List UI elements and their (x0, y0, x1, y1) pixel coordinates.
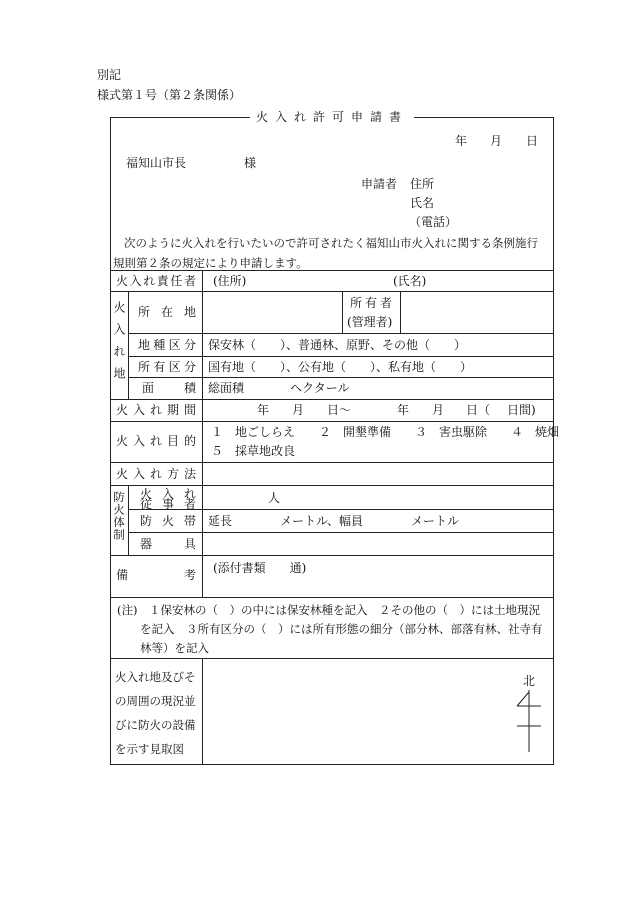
map-label-line-3: びに防火の設備 (115, 718, 196, 732)
owner-label: 所有者 (350, 296, 396, 310)
period-month-1: 月 (292, 403, 305, 417)
responsible-label: 火 入 れ 責 任 者 (116, 274, 196, 288)
rule (128, 291, 129, 399)
rule (128, 377, 554, 378)
date-month: 月 (490, 134, 503, 148)
period-label: 火 入 れ 期 間 (116, 403, 196, 417)
name-label: 氏名 (410, 196, 435, 210)
rule (128, 333, 554, 334)
rule (110, 291, 554, 292)
period-days: 日間) (507, 403, 536, 417)
rule (202, 270, 203, 597)
remarks-value: (添付書類 通) (213, 561, 307, 575)
form-number-label: 様式第１号（第２条関係） (97, 88, 242, 102)
form-title: 火入れ許可申請書 (250, 110, 414, 124)
form-title-wrap (110, 110, 554, 124)
area-unit: ヘクタール (290, 381, 350, 395)
responsible-name: (氏名) (393, 274, 427, 288)
note-line-3: 林等）を記入 (140, 641, 209, 655)
rule (110, 597, 554, 598)
map-label-line-2: の周囲の現況並 (115, 694, 196, 708)
applicant-label: 申請者 (361, 177, 398, 191)
map-label-line-4: を示す見取図 (115, 742, 184, 756)
remarks-label: 備 考 (116, 568, 196, 582)
rule (110, 270, 554, 271)
purpose-line-1: １ 地ごしらえ ２ 開墾準備 ３ 害虫駆除 ４ 焼畑 (211, 425, 560, 439)
rule (110, 555, 554, 556)
purpose-label: 火 入 れ 目 的 (116, 434, 196, 448)
rule (110, 462, 554, 463)
land-group-label-text: 火入れ地 (112, 301, 126, 389)
phone-label: （電話） (409, 215, 458, 229)
area-value-label: 総面積 (208, 381, 245, 395)
attachment-label: 別記 (97, 68, 122, 82)
responsible-address: (住所) (213, 274, 247, 288)
map-label-line-1: 火入れ地及びそ (115, 670, 196, 684)
honorific: 様 (244, 156, 257, 170)
workers-label-line-1: 火 入 れ (140, 487, 196, 501)
land-type-label: 地 種 区 分 (138, 338, 196, 352)
rule (110, 485, 554, 486)
land-type-value: 保安林（ ）、普通林、原野、その他（ ） (208, 338, 467, 352)
addressee: 福知山市長 (126, 156, 187, 170)
north-label: 北 (523, 674, 536, 688)
land-group-label (112, 301, 126, 389)
rule (110, 421, 554, 422)
period-month-2: 月 (432, 403, 445, 417)
rule (202, 658, 203, 765)
method-label: 火 入 れ 方 法 (116, 467, 196, 481)
fire-group-label-text: 防火体制 (112, 491, 126, 541)
firebreak-label: 防 火 帯 (140, 514, 196, 528)
owner-sub-label: (管理者) (347, 315, 393, 329)
note-line-2: を記入 ３所有区分の（ ）には所有形態の細分（部分林、部落有林、社寺有 (140, 622, 543, 636)
ownership-value: 国有地（ ）、公有地（ ）、私有地（ ） (208, 360, 473, 374)
area-label: 面 積 (142, 381, 196, 395)
rule (128, 356, 554, 357)
fire-group-label (112, 491, 126, 549)
rule (110, 658, 554, 659)
rule (128, 485, 129, 555)
firebreak-value: 延長 メートル、幅員 メートル (208, 514, 460, 528)
period-year-2: 年 (397, 403, 410, 417)
date-day: 日 (526, 134, 539, 148)
ownership-label: 所 有 区 分 (138, 360, 196, 374)
equipment-label: 器 具 (140, 537, 196, 551)
period-day-2: 日（ (466, 403, 491, 417)
body-line-1: 次のように火入れを行いたいので許可されたく福知山市火入れに関する条例施行 (124, 236, 538, 250)
location-label: 所 在 地 (138, 305, 196, 319)
period-day-1: 日〜 (327, 403, 352, 417)
date-year: 年 (455, 134, 468, 148)
period-year-1: 年 (257, 403, 270, 417)
north-arrow-icon (512, 688, 546, 754)
rule (342, 291, 343, 333)
rule (128, 532, 554, 533)
address-label: 住所 (410, 177, 435, 191)
purpose-line-2: ５ 採草地改良 (211, 444, 296, 458)
workers-label-line-2: 従 事 者 (140, 497, 196, 511)
rule (400, 291, 401, 333)
note-line-1: (注) １保安林の（ ）の中には保安林種を記入 ２その他の（ ）には土地現況 (117, 603, 540, 617)
body-line-2: 規則第２条の規定により申請します。 (113, 256, 308, 270)
workers-unit: 人 (268, 491, 281, 505)
rule (110, 399, 554, 400)
